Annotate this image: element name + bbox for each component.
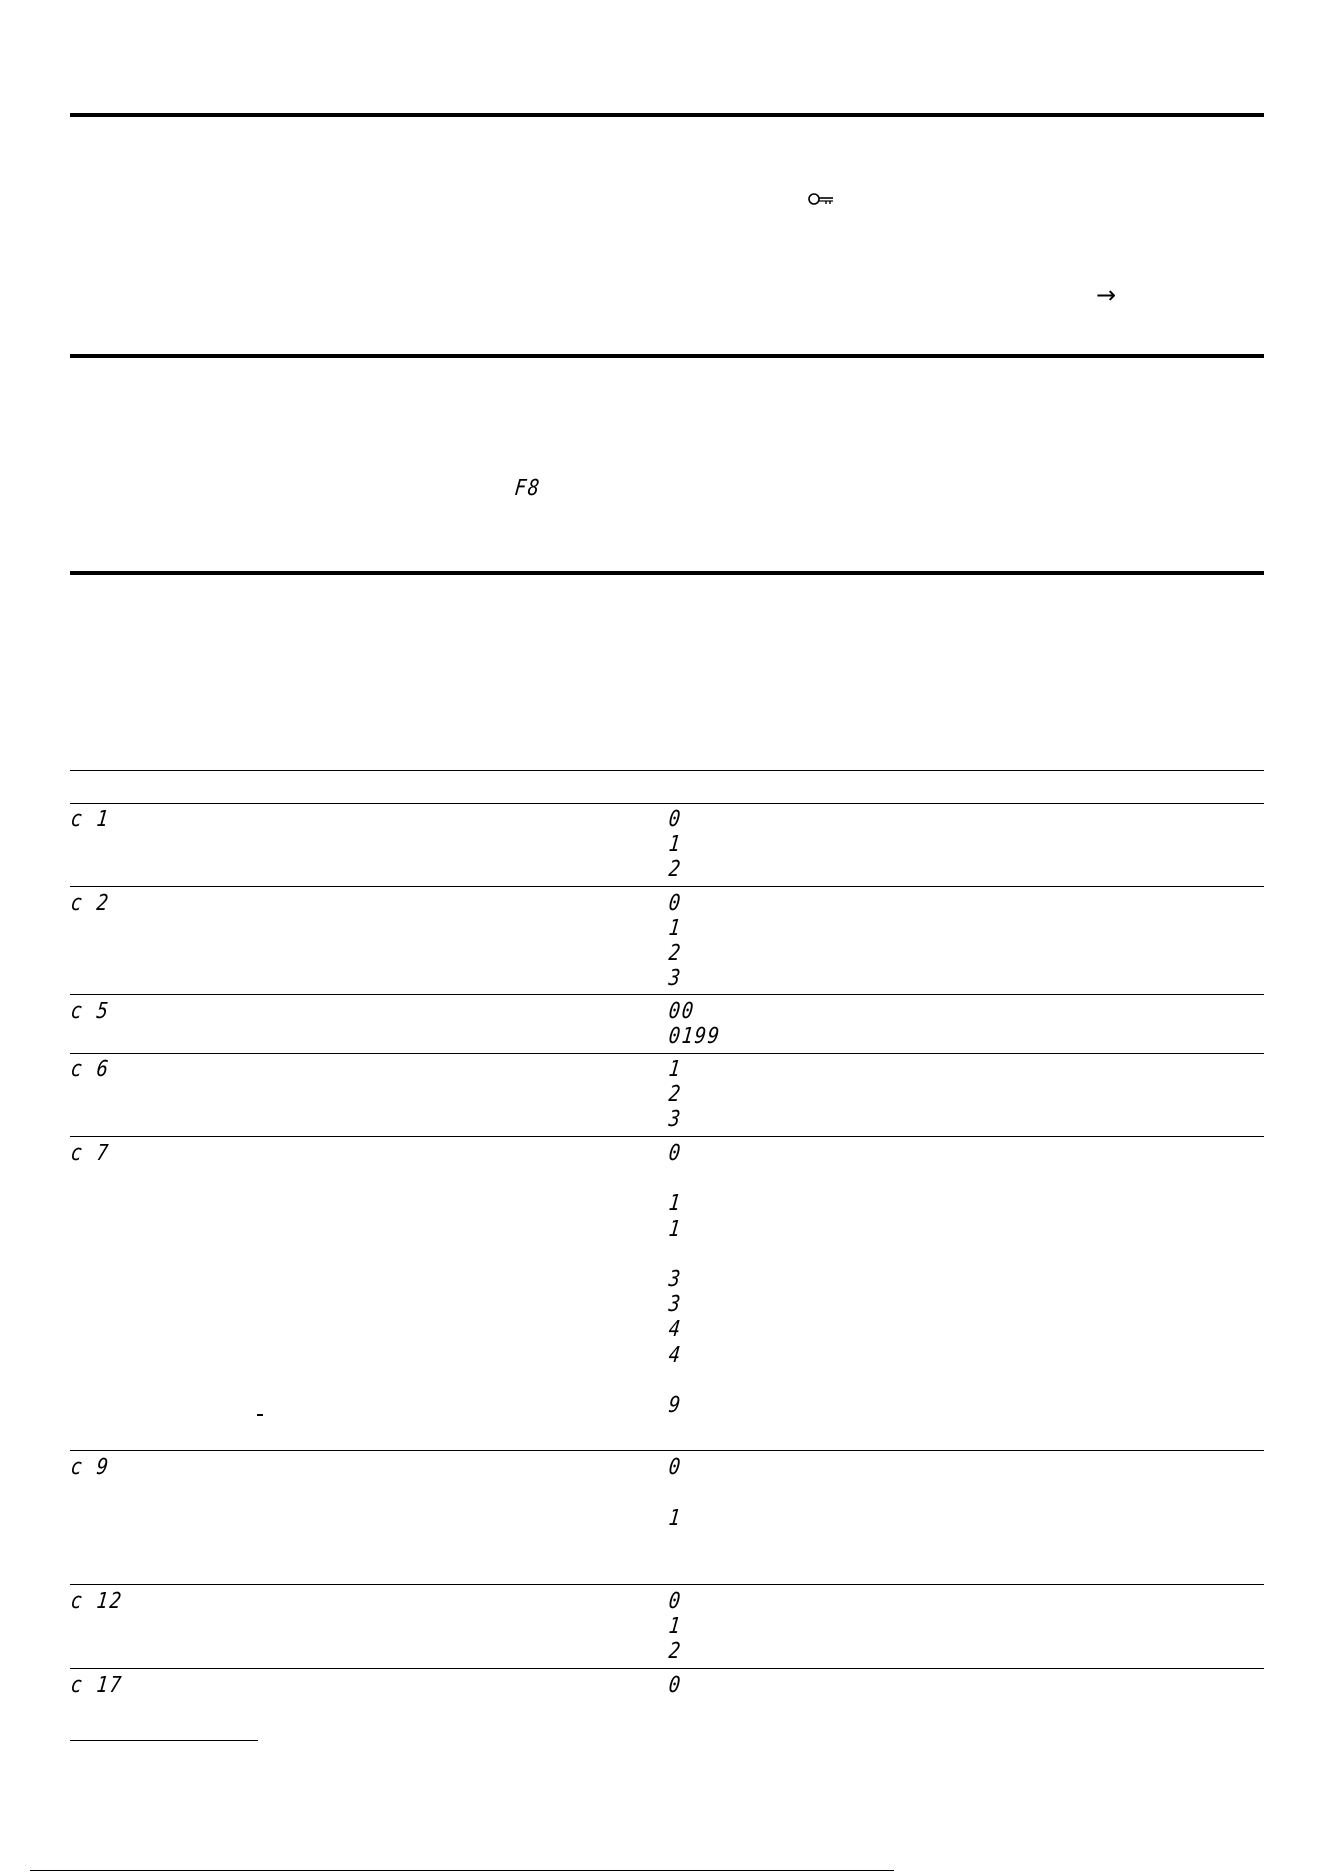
table-top-rule bbox=[70, 770, 1264, 771]
setting-value: 00 bbox=[667, 999, 697, 1024]
setting-code: c 1 bbox=[69, 807, 111, 832]
section-rule-2 bbox=[70, 354, 1264, 358]
setting-code: c 9 bbox=[69, 1455, 111, 1480]
row-separator bbox=[70, 994, 1264, 995]
error-code-display: F8 bbox=[513, 476, 543, 501]
page-bottom-rule bbox=[30, 1870, 894, 1871]
row-separator bbox=[70, 1584, 1264, 1585]
row-separator bbox=[70, 1668, 1264, 1669]
setting-value: 1 bbox=[667, 1217, 684, 1242]
setting-value: 0 bbox=[667, 1141, 684, 1166]
footnote-rule bbox=[70, 1740, 258, 1741]
setting-value: 2 bbox=[667, 1082, 684, 1107]
section-rule-3 bbox=[70, 571, 1264, 575]
setting-value: 9 bbox=[667, 1393, 684, 1418]
setting-value: 4 bbox=[667, 1343, 684, 1368]
setting-value: 3 bbox=[667, 1107, 684, 1132]
row-separator bbox=[70, 1136, 1264, 1137]
row-separator bbox=[70, 886, 1264, 887]
setting-code: c 5 bbox=[69, 999, 111, 1024]
setting-code: c 17 bbox=[69, 1673, 124, 1698]
setting-value: 0 bbox=[667, 1673, 684, 1698]
setting-code: c 12 bbox=[69, 1589, 124, 1614]
setting-value: 0 bbox=[667, 807, 684, 832]
setting-value: 2 bbox=[667, 857, 684, 882]
setting-value: 2 bbox=[667, 1639, 684, 1664]
setting-value: 0 bbox=[667, 1455, 684, 1480]
row-separator bbox=[70, 1053, 1264, 1054]
setting-code: c 2 bbox=[69, 891, 111, 916]
setting-value: 1 bbox=[667, 1614, 684, 1639]
setting-value: 0199 bbox=[667, 1024, 722, 1049]
table-header-rule bbox=[70, 803, 1264, 804]
setting-value: 2 bbox=[667, 941, 684, 966]
setting-value: 3 bbox=[667, 1267, 684, 1292]
setting-value: 1 bbox=[667, 832, 684, 857]
setting-value: 3 bbox=[667, 1292, 684, 1317]
setting-value: 0 bbox=[667, 1589, 684, 1614]
setting-code: c 7 bbox=[69, 1141, 111, 1166]
key-icon bbox=[808, 192, 834, 206]
arrow-right-icon: → bbox=[1096, 281, 1117, 309]
page-bottom-rule-tail bbox=[878, 1870, 894, 1871]
setting-code: c 6 bbox=[69, 1057, 111, 1082]
setting-value: 3 bbox=[667, 966, 684, 991]
setting-value: 1 bbox=[667, 1506, 684, 1531]
setting-value: 1 bbox=[667, 1057, 684, 1082]
setting-value: 1 bbox=[667, 1191, 684, 1216]
dash-mark bbox=[257, 1414, 263, 1416]
setting-value: 4 bbox=[667, 1317, 684, 1342]
row-separator bbox=[70, 1450, 1264, 1451]
setting-value: 1 bbox=[667, 916, 684, 941]
setting-value: 0 bbox=[667, 891, 684, 916]
section-rule-1 bbox=[70, 113, 1264, 117]
